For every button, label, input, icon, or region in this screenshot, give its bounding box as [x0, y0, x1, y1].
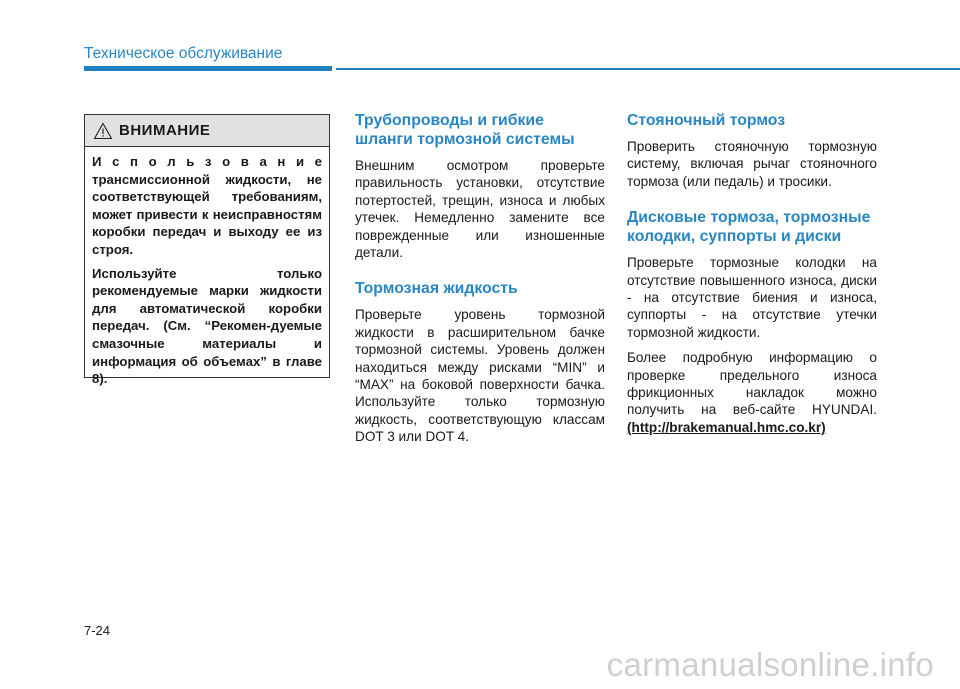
brake-manual-link[interactable]: (http://brakemanual.hmc.co.kr) [627, 419, 826, 435]
warning-paragraph-1: И с п о л ь з о в а н и е трансмиссионной жидкости, не соответствующей требованиям, может привести к неисправностям коробки передач и выходу ее из строя. [92, 154, 322, 257]
disc-brakes-text-2-body: Более подробную информацию о проверке предельного износа фрикционных накладок можно получить на веб-сайте HYUNDAI. [627, 350, 877, 418]
pipes-text: Внешним осмотром проверьте правильность установки, отсутствие потертостей, трещин, износа и любых утечек. Немедленно замените все поврежденные или изношенные детали. [355, 158, 605, 261]
right-column [627, 111, 877, 444]
middle-column [355, 111, 605, 454]
warning-triangle-icon [93, 122, 113, 140]
warning-paragraph-2: Используйте только рекомендуемые марки жидкости для автоматической коробки передач. (См. “Рекомен-дуемые смазочные материалы и информация об объемах” в главе 8). [92, 265, 322, 387]
watermark: carmanualsonline.info [606, 646, 934, 683]
warning-box [84, 114, 330, 387]
fluid-heading: Тормозная жидкость [355, 280, 518, 298]
disc-brakes-heading: Дисковые тормоза, тормозные колодки, суппорты и диски [627, 209, 871, 246]
disc-brakes-text-2 [627, 349, 877, 436]
warning-header [85, 115, 329, 147]
disc-brakes-text-1: Проверьте тормозные колодки на отсутствие повышенного износа, диски - на отсутствие биения и износа, суппорты - на отсутствие утечки тормозной жидкости. [627, 255, 877, 340]
page-number: 7-24 [84, 623, 111, 638]
warning-title: ВНИМАНИЕ [119, 122, 211, 139]
warning-body [85, 147, 329, 388]
header-rule-thick [84, 66, 332, 71]
header-rule-thin [336, 68, 960, 70]
parking-brake-heading: Стояночный тормоз [627, 112, 786, 129]
parking-brake-text: Проверить стояночную тормозную систему, включая рычаг стояночного тормоза (или педаль) и тросики. [627, 139, 877, 189]
fluid-text: Проверьте уровень тормозной жидкости в расширительном бачке тормозной системы. Уровень должен находиться между рисками “MIN” и “MAX” на боковой поверхности бачка. Используйте только тормозную жидкость, соответствующую классам DOT 3 или DOT 4. [355, 307, 605, 445]
pipes-heading: Трубопроводы и гибкие шланги тормозной системы [355, 112, 575, 148]
section-title: Техническое обслуживание [84, 45, 283, 62]
